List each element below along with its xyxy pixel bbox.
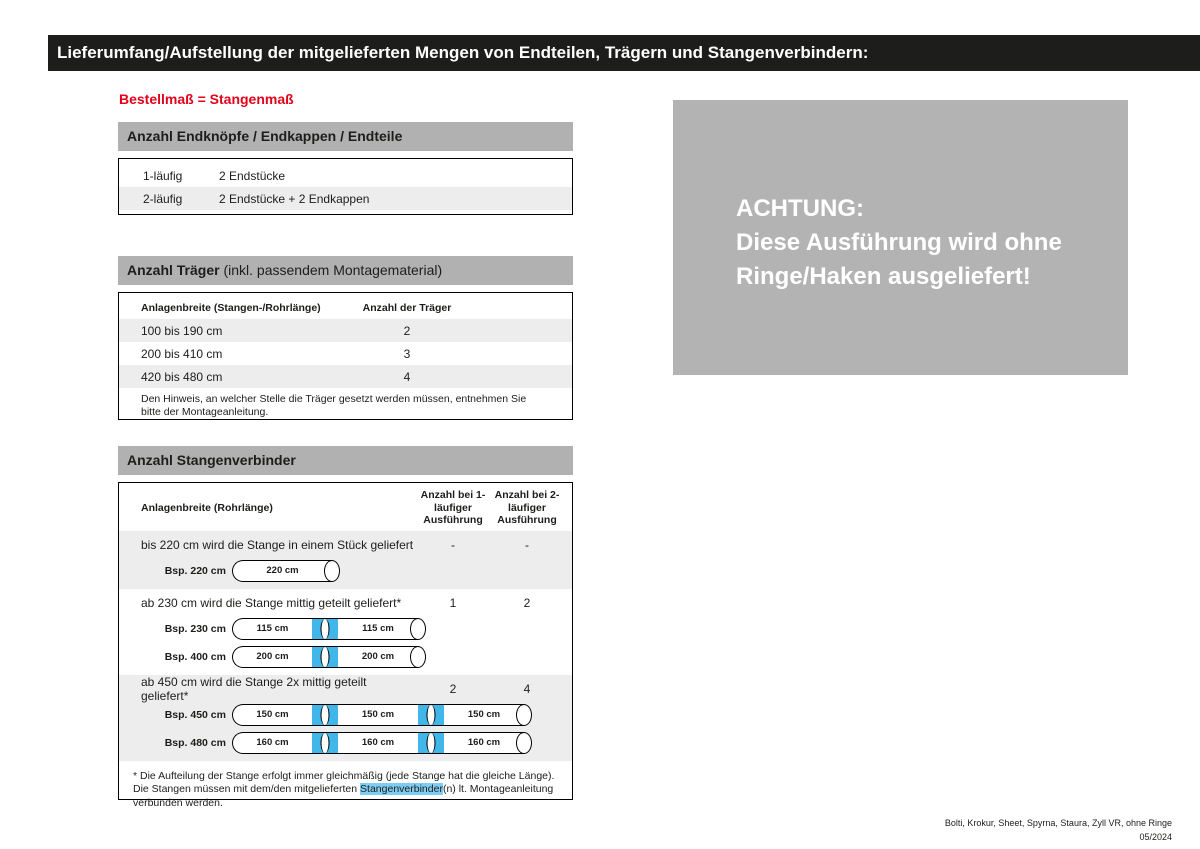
column-header-1laeufig: Anzahl bei 1-läufiger Ausführung xyxy=(420,489,486,527)
footer-date: 05/2024 xyxy=(1139,832,1172,842)
rod-group-bis-220 xyxy=(119,531,572,589)
rod-segment: 150 cm xyxy=(232,704,312,726)
column-header-anzahl-traeger: Anzahl der Träger xyxy=(362,302,452,314)
section-header-traeger xyxy=(118,256,573,285)
example-label: Bsp. 480 cm xyxy=(164,736,226,749)
table-row-2laeufig xyxy=(119,187,572,210)
page-title: Lieferumfang/Aufstellung der mitgelieferten Mengen von Endteilen, Trägern und Stangenverbindern: xyxy=(57,43,869,62)
rod-diagram xyxy=(232,560,340,582)
rod-segment: 115 cm xyxy=(232,618,312,640)
rod-segment: 160 cm xyxy=(232,732,312,754)
table-header-row xyxy=(119,293,572,319)
column-header-2laeufig: Anzahl bei 2-läufiger Ausführung xyxy=(494,489,560,527)
rod-connector xyxy=(312,704,338,726)
section-title-stangenverbinder: Anzahl Stangenverbinder xyxy=(127,452,296,468)
count-cell: 2 xyxy=(403,323,411,338)
rod-connector xyxy=(418,732,444,754)
range-cell: 200 bis 410 cm xyxy=(141,346,223,361)
rod-segment: 160 cm xyxy=(338,732,418,754)
section-title-endteile: Anzahl Endknöpfe / Endkappen / Endteile xyxy=(127,128,403,144)
page-header-bar xyxy=(48,35,1200,71)
table-row-1laeufig xyxy=(119,164,572,187)
section-header-endteile xyxy=(118,122,573,151)
table-row xyxy=(119,365,572,388)
group-description: bis 220 cm wird die Stange in einem Stück geliefert xyxy=(141,537,414,552)
example-row xyxy=(119,646,572,668)
rod-diagram xyxy=(232,732,532,754)
rod-connector-seam xyxy=(321,619,330,639)
table-traeger xyxy=(118,292,573,420)
footnote xyxy=(119,761,572,811)
attention-box xyxy=(673,100,1128,375)
row-label: 1-läufig xyxy=(143,168,183,183)
group-description: ab 450 cm wird die Stange 2x mittig geteilt geliefert* xyxy=(141,674,367,703)
rod-segment: 200 cm xyxy=(338,646,418,668)
attention-line: Diese Ausführung wird ohne xyxy=(736,229,1062,256)
section-title-traeger: Anzahl Träger xyxy=(127,262,220,278)
example-row xyxy=(119,704,572,726)
count-2laeufig: - xyxy=(525,537,529,552)
group-description-row xyxy=(119,674,572,703)
count-2laeufig: 2 xyxy=(523,595,531,610)
example-label: Bsp. 230 cm xyxy=(164,622,226,635)
rod-end-cap xyxy=(516,732,532,754)
rod-end-cap xyxy=(324,560,340,582)
attention-line: Ringe/Haken ausgeliefert! xyxy=(736,263,1031,290)
order-measure-note: Bestellmaß = Stangenmaß xyxy=(119,91,294,107)
rod-segment: 220 cm xyxy=(232,560,332,582)
rod-end-cap xyxy=(516,704,532,726)
rod-connector xyxy=(312,732,338,754)
range-cell: 100 bis 190 cm xyxy=(141,323,223,338)
rod-connector xyxy=(312,646,338,668)
footnote-highlight: Stangenverbinder xyxy=(360,783,443,796)
row-value: 2 Endstücke xyxy=(219,168,286,183)
group-description-row xyxy=(119,594,572,612)
rod-group-ab-450 xyxy=(119,675,572,761)
table-stangenverbinder xyxy=(118,482,573,810)
table-row xyxy=(119,342,572,365)
group-description: ab 230 cm wird die Stange mittig geteilt geliefert* xyxy=(141,595,402,610)
rod-connector-seam xyxy=(321,733,330,753)
montage-note: Den Hinweis, an welcher Stelle die Träger gesetzt werden müssen, entnehmen Sie bitte der Montageanleitung. xyxy=(141,393,527,419)
rod-connector-seam xyxy=(321,647,330,667)
attention-line: ACHTUNG: xyxy=(736,195,864,222)
row-label: 2-läufig xyxy=(143,191,183,206)
rod-connector-seam xyxy=(321,705,330,725)
footer-note xyxy=(945,816,1172,844)
rod-connector xyxy=(312,618,338,640)
footnote-text-post: (n) lt. Montageanleitung verbunden werden. xyxy=(133,783,554,810)
count-1laeufig: 2 xyxy=(449,681,457,696)
table-row xyxy=(119,319,572,342)
column-header-anlagenbreite: Anlagenbreite (Stangen-/Rohrlänge) xyxy=(141,302,321,314)
rod-group-ab-230 xyxy=(119,589,572,675)
count-1laeufig: - xyxy=(451,537,455,552)
attention-text xyxy=(673,100,1128,294)
example-label: Bsp. 220 cm xyxy=(164,564,226,577)
range-cell: 420 bis 480 cm xyxy=(141,369,223,384)
footnote-text-pre: * Die Aufteilung der Stange erfolgt immer gleichmäßig (jede Stange hat die gleiche Länge). Die Stangen müssen mit dem/den mitgelieferten xyxy=(133,769,555,796)
example-row xyxy=(119,732,572,754)
rod-end-cap xyxy=(410,618,426,640)
rod-segment: 150 cm xyxy=(338,704,418,726)
rod-connector-seam xyxy=(427,733,436,753)
count-cell: 4 xyxy=(403,369,411,384)
count-cell: 3 xyxy=(403,346,411,361)
rod-diagram xyxy=(232,704,532,726)
example-row xyxy=(119,560,572,582)
rod-segment: 200 cm xyxy=(232,646,312,668)
rod-end-cap xyxy=(410,646,426,668)
rod-segment: 115 cm xyxy=(338,618,418,640)
column-header-rohrlaenge: Anlagenbreite (Rohrlänge) xyxy=(141,501,273,514)
table-header-row xyxy=(119,483,572,531)
footer-products: Bolti, Krokur, Sheet, Spyrna, Staura, Zyll VR, ohne Ringe xyxy=(944,818,1172,828)
section-title-traeger-suffix: (inkl. passendem Montagematerial) xyxy=(223,262,443,278)
rod-segment: 150 cm xyxy=(444,704,524,726)
table-endteile xyxy=(118,158,573,215)
rod-segment: 160 cm xyxy=(444,732,524,754)
example-label: Bsp. 450 cm xyxy=(164,708,226,721)
rod-diagram xyxy=(232,618,426,640)
group-description-row xyxy=(119,536,572,554)
count-2laeufig: 4 xyxy=(523,681,531,696)
count-1laeufig: 1 xyxy=(449,595,457,610)
example-row xyxy=(119,618,572,640)
rod-connector xyxy=(418,704,444,726)
example-label: Bsp. 400 cm xyxy=(164,650,226,663)
rod-diagram xyxy=(232,646,426,668)
rod-connector-seam xyxy=(427,705,436,725)
row-value: 2 Endstücke + 2 Endkappen xyxy=(219,191,370,206)
section-header-stangenverbinder xyxy=(118,446,573,475)
